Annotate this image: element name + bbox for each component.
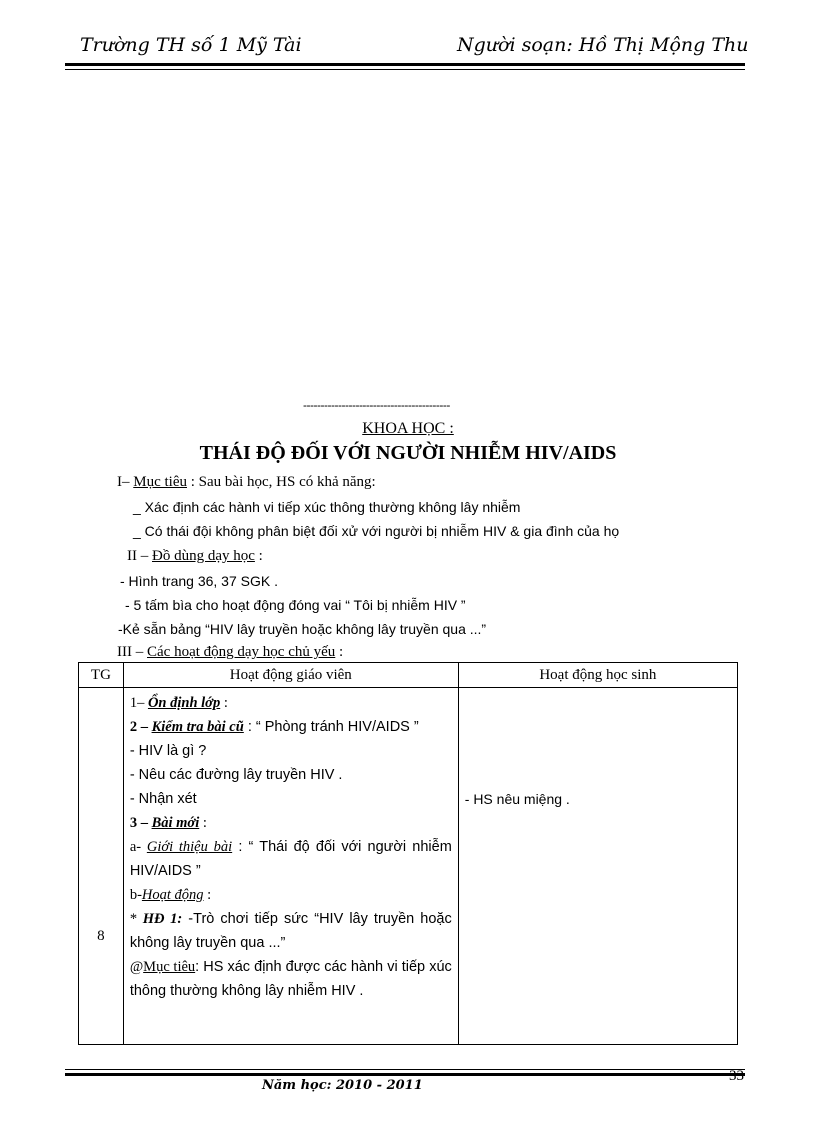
header-student: Hoạt động học sinh [458,663,737,688]
footer-rule-thin [65,1069,745,1070]
teacher-line-2: 2 – Kiểm tra bài cũ : “ Phòng tránh HIV/AIDS ” [129,719,419,735]
section2-item-2: - 5 tấm bìa cho hoạt động đóng vai “ Tôi bị nhiễm HIV ” [125,597,466,613]
time-cell: 8 [79,688,124,1045]
teacher-line-10: @Mục tiêu: HS xác định được các hành vi tiếp xúc thông thường không lây nhiễm HIV . [129,959,452,999]
subject-title: KHOA HỌC : [362,420,454,437]
teacher-line-1: 1– Ổn định lớp : [129,695,228,711]
activities-table [78,662,738,1045]
student-line-1: - HS nêu miệng . [464,791,570,807]
header-school: Trường TH số 1 Mỹ Tài [80,34,302,56]
school-year: Năm học: 2010 - 2011 [262,1078,423,1093]
header-author: Người soạn: Hồ Thị Mộng Thu [457,34,749,56]
header-teacher: Hoạt động giáo viên [123,663,458,688]
section1-item-2: _ Có thái đội không phân biệt đối xử với người bị nhiễm HIV & gia đình của họ [133,523,620,539]
teacher-line-6: 3 – Bài mới : [129,815,207,831]
section-divider: ------------------------------------------ [303,398,450,412]
section2-heading: II – Đồ dùng dạy học : [127,548,263,564]
section1-item-1: _ Xác định các hành vi tiếp xúc thông thường không lây nhiễm [133,499,521,515]
section1-heading: I– Mục tiêu : Sau bài học, HS có khả năng: [117,474,376,490]
section2-item-1: - Hình trang 36, 37 SGK . [120,573,278,589]
teacher-line-3: - HIV là gì ? [129,743,207,759]
teacher-line-8: b-Hoạt động : [129,887,212,903]
section3-heading: III – Các hoạt động dạy học chủ yếu : [117,644,344,660]
table-header-row [79,663,738,688]
teacher-line-9: * HĐ 1: -Trò chơi tiếp sức “HIV lây truyền hoặc không lây truyền qua ...” [129,911,452,951]
lesson-title: THÁI ĐỘ ĐỐI VỚI NGƯỜI NHIỄM HIV/AIDS [199,442,617,464]
teacher-line-4: - Nêu các đường lây truyền HIV . [129,767,343,783]
page-number: 33 [729,1068,744,1084]
table-row [79,688,738,1045]
header-rule-thick [65,63,745,66]
header-rule-thin [65,69,745,70]
section2-item-3: -Kẻ sẵn bảng “HIV lây truyền hoặc không lây truyền qua ...” [118,621,487,637]
student-activities [458,688,737,1045]
footer-rule-thick [65,1073,745,1076]
teacher-line-7: a- Giới thiệu bài : “ Thái độ đối với người nhiễm HIV/AIDS ” [129,839,452,879]
header-tg: TG [79,663,124,688]
teacher-line-5: - Nhận xét [129,791,197,807]
teacher-activities [123,688,458,1045]
